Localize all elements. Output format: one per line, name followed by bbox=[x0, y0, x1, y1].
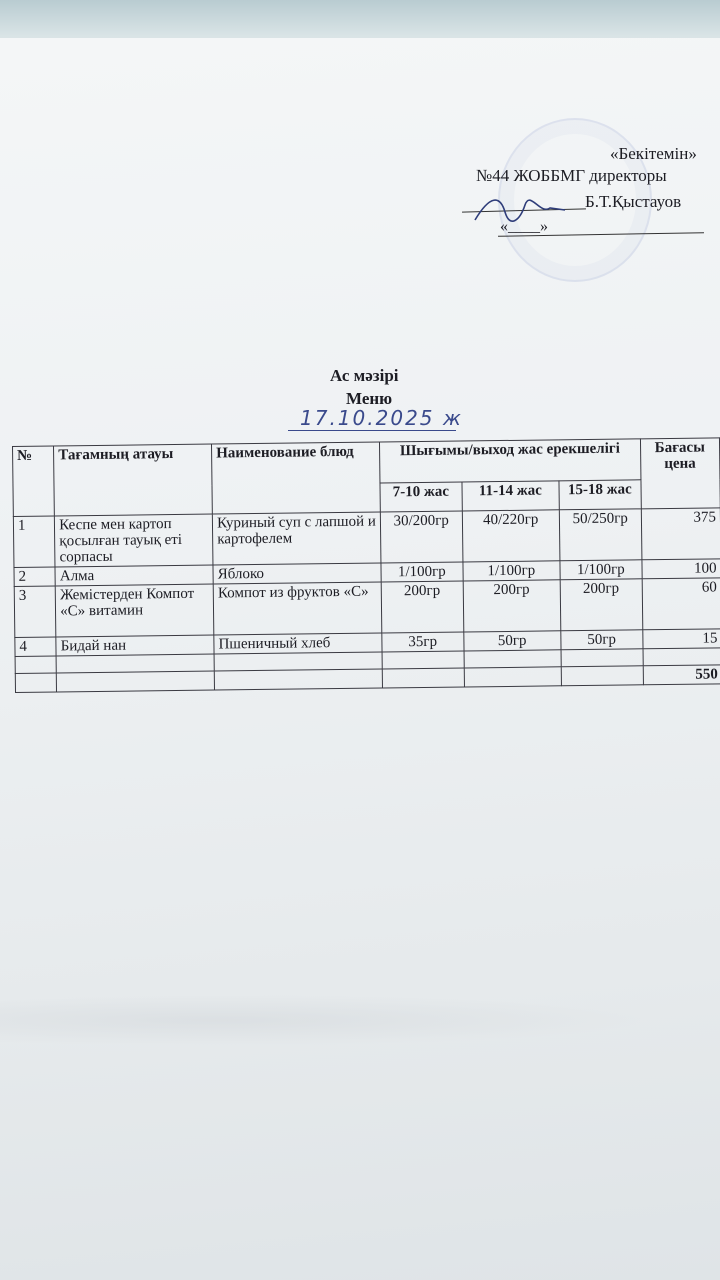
row-output-11-14: 40/220гр bbox=[462, 510, 560, 562]
header-name-ru: Наименование блюд bbox=[212, 442, 381, 514]
bleed-through-shadow bbox=[0, 990, 720, 1050]
row-price: 60 bbox=[642, 578, 720, 630]
header-number: № bbox=[13, 446, 55, 516]
total-price: 550 bbox=[643, 665, 720, 685]
approval-date: «____» bbox=[500, 218, 548, 235]
row-output-11-14: 1/100гр bbox=[462, 561, 560, 581]
header-age-7-10: 7-10 жас bbox=[380, 482, 462, 512]
row-name-ru: Яблоко bbox=[213, 563, 381, 584]
header-name-kz: Тағамның атауы bbox=[54, 444, 213, 516]
handwritten-date: 17.10.2025 ж bbox=[300, 406, 463, 430]
row-output-7-10: 1/100гр bbox=[381, 562, 463, 582]
row-name-kz: Жемістерден Компот «С» витамин bbox=[55, 584, 214, 637]
row-output-7-10: 200гр bbox=[381, 581, 463, 633]
approval-school: №44 ЖОББМГ директоры bbox=[476, 166, 667, 185]
approval-title: «Бекітемін» bbox=[610, 144, 697, 163]
row-name-kz: Кеспе мен картоп қосылған тауық еті сорпасы bbox=[55, 514, 214, 567]
row-output-11-14: 50гр bbox=[463, 631, 561, 651]
row-price: 100 bbox=[641, 559, 720, 579]
row-number: 2 bbox=[14, 567, 55, 587]
row-output-7-10: 35гр bbox=[382, 632, 464, 652]
row-number: 4 bbox=[15, 637, 56, 657]
row-number: 1 bbox=[13, 516, 55, 567]
row-output-15-18: 200гр bbox=[560, 579, 642, 631]
table-row bbox=[14, 578, 720, 638]
header-output: Шығымы/выход жас ерекшелігі bbox=[380, 439, 641, 483]
row-name-kz: Алма bbox=[55, 565, 213, 586]
header-price: Бағасы цена bbox=[640, 438, 720, 509]
row-name-ru: Компот из фруктов «С» bbox=[213, 582, 382, 635]
row-output-15-18: 1/100гр bbox=[560, 560, 642, 580]
row-output-7-10: 30/200гр bbox=[380, 511, 462, 563]
header-age-15-18: 15-18 жас bbox=[559, 480, 641, 510]
row-output-11-14: 200гр bbox=[463, 580, 561, 632]
row-number: 3 bbox=[14, 586, 56, 637]
row-price: 375 bbox=[641, 508, 720, 560]
table-row bbox=[13, 508, 720, 568]
approval-director-name: Б.Т.Қыстауов bbox=[585, 192, 682, 211]
row-name-ru: Куриный суп с лапшой и картофелем bbox=[212, 512, 381, 565]
date-underline bbox=[288, 430, 456, 431]
row-output-15-18: 50гр bbox=[561, 630, 643, 650]
row-name-kz: Бидай нан bbox=[56, 635, 214, 656]
row-output-15-18: 50/250гр bbox=[559, 509, 641, 561]
row-price: 15 bbox=[642, 629, 720, 649]
menu-title-ru: Меню bbox=[346, 389, 393, 408]
row-name-ru: Пшеничный хлеб bbox=[214, 633, 382, 654]
header-age-11-14: 11-14 жас bbox=[461, 481, 559, 511]
menu-table bbox=[12, 437, 720, 693]
menu-title-kz: Ас мәзірі bbox=[330, 366, 399, 385]
